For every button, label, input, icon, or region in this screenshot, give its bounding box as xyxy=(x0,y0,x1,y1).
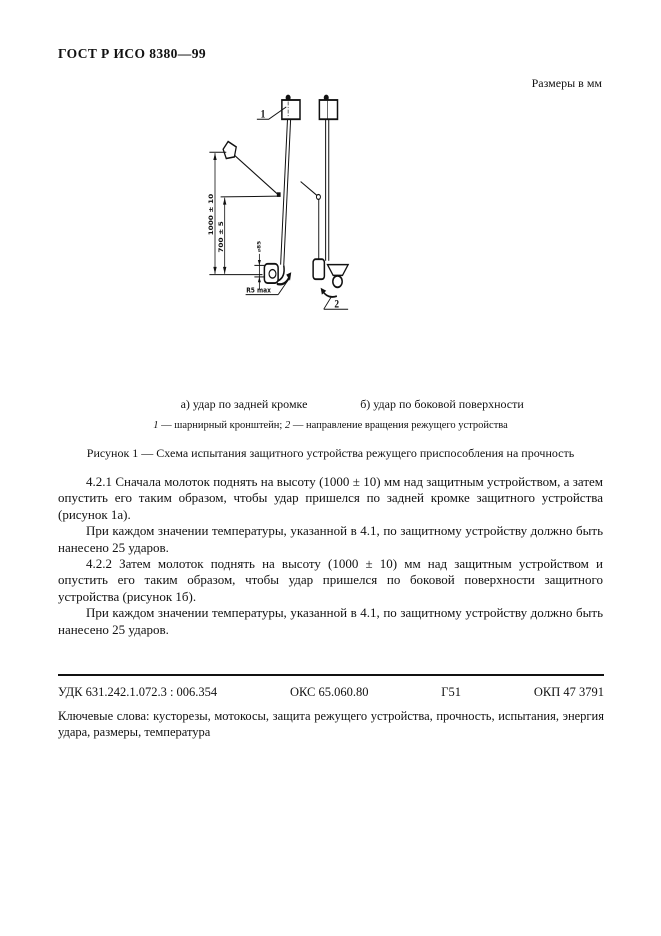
body-text xyxy=(58,474,603,638)
figure-1-diagram xyxy=(180,90,480,390)
paragraph-4-2-1: 4.2.1 Сначала молоток поднять на высоту (1000 ± 10) мм над защитным устройством, а затем опустить его таким образом, чтобы удар пришелся по задней кромке защитного устройства (рисунок 1а). xyxy=(58,474,603,522)
callout-1-label: 1 xyxy=(260,108,266,121)
oks-code: ОКС 65.060.80 xyxy=(289,685,369,699)
shaft-b xyxy=(326,119,329,261)
hammer-impact-a xyxy=(264,264,278,283)
dim-1000-label: 1000 ± 10 xyxy=(207,193,215,236)
hammer-side xyxy=(313,259,324,279)
okp-code: ОКП 47 3791 xyxy=(533,685,604,699)
pendulum-b xyxy=(301,182,325,280)
subfigure-b-caption: б) удар по боковой поверхности xyxy=(360,397,524,411)
legend-item2-number: 2 xyxy=(284,420,291,431)
hammer-raised xyxy=(223,142,236,159)
footer-divider xyxy=(58,674,604,676)
shaft-a xyxy=(271,119,290,281)
units-note: Размеры в мм xyxy=(531,76,602,90)
dim-85-label: ⌀85 xyxy=(257,240,263,253)
group-code: Г51 xyxy=(441,685,462,699)
udk-code: УДК 631.242.1.072.3 : 006.354 xyxy=(58,685,218,699)
legend-item2-text: — направление вращения режущего устройства xyxy=(290,420,508,431)
dim-700-label: 700 ± 5 xyxy=(217,221,225,253)
dim-85 xyxy=(254,254,264,289)
paragraph-4-2-2-note: При каждом значении температуры, указанной в 4.1, по защитному устройству должно быть нанесено 25 ударов. xyxy=(58,605,603,637)
dim-radius-label: R5 max xyxy=(246,285,271,295)
classification-row xyxy=(58,685,604,700)
callout-2-label: 2 xyxy=(334,298,340,311)
paragraph-4-2-1-note: При каждом значении температуры, указанной в 4.1, по защитному устройству должно быть нанесено 25 ударов. xyxy=(58,523,603,555)
pendulum-a xyxy=(223,142,281,197)
pivot-b xyxy=(316,194,320,199)
standard-number: ГОСТ Р ИСО 8380—99 xyxy=(58,46,206,61)
figure-legend xyxy=(0,420,661,431)
legend-item1-text: — шарнирный кронштейн; xyxy=(158,420,285,431)
bracket-a xyxy=(282,95,300,120)
figure-caption: Рисунок 1 — Схема испытания защитного устройства режущего приспособления на прочность xyxy=(86,446,575,460)
keywords-line: Ключевые слова: кусторезы, мотокосы, защита режущего устройства, прочность, испытания, энергия удара, размеры, температура xyxy=(58,709,604,740)
cutting-head xyxy=(328,265,349,288)
bracket-b xyxy=(319,95,337,120)
subfigure-a-caption: а) удар по задней кромке xyxy=(180,397,308,411)
legend-item1-number: 1 xyxy=(153,420,159,431)
paragraph-4-2-2: 4.2.2 Затем молоток поднять на высоту (1000 ± 10) мм над защитным устройством и опустить его таким образом, чтобы удар пришелся по боковой поверхности защитного устройства (рисунок 1б). xyxy=(58,556,603,604)
